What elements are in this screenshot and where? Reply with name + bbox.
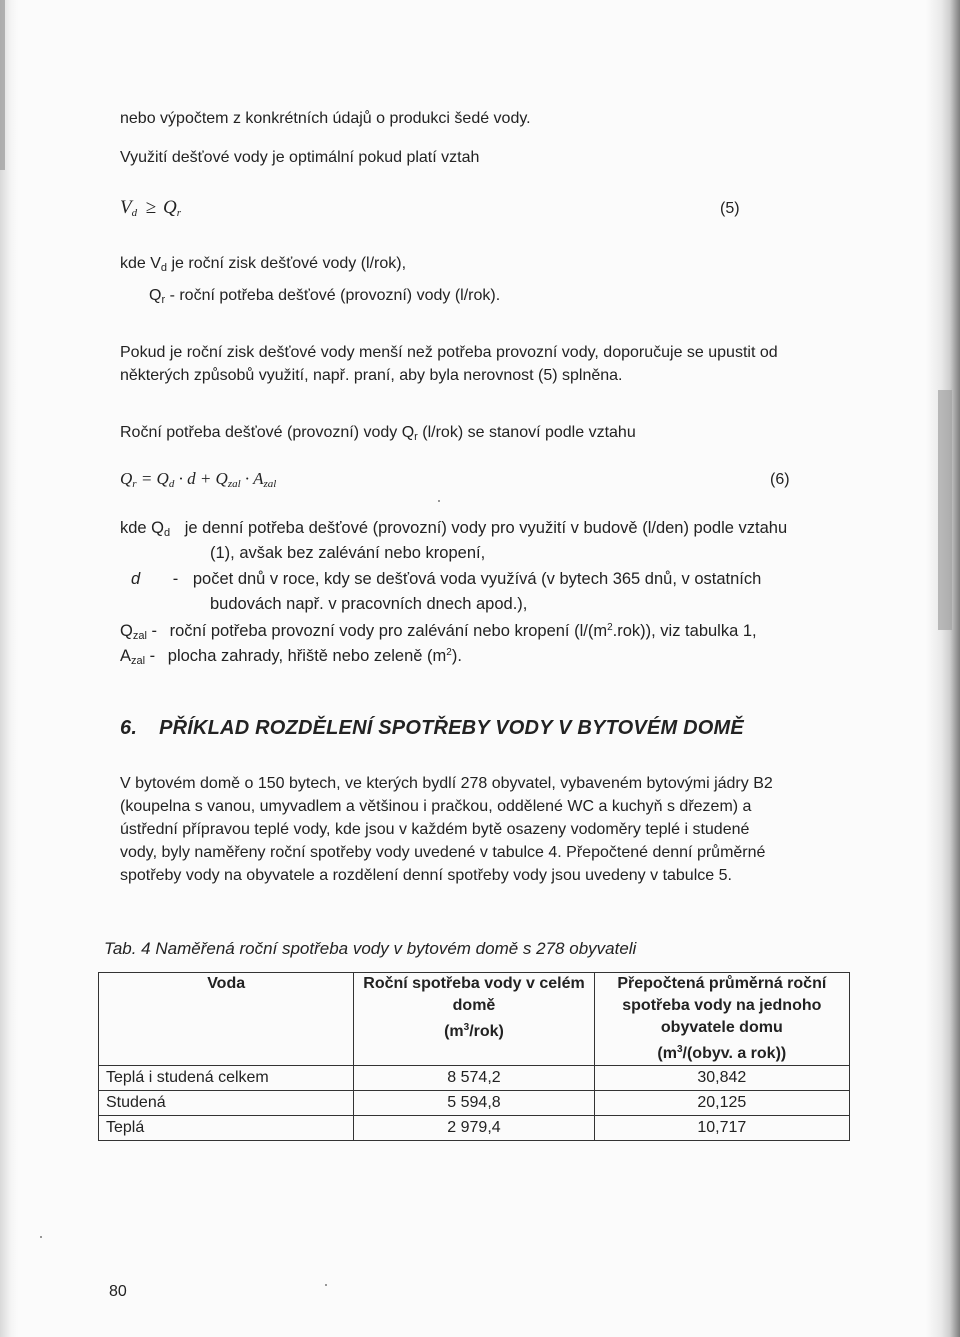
row-per-value: 30,842 bbox=[594, 1066, 849, 1091]
water-consumption-table bbox=[98, 972, 850, 1141]
scan-right-edge bbox=[926, 0, 960, 1337]
paragraph-1-line-2: některých způsobů využití, např. praní, aby byla nerovnost (5) splněna. bbox=[120, 367, 623, 384]
table-row bbox=[99, 1116, 850, 1141]
qr-definition-line: Qr - roční potřeba dešťové (provozní) vody (l/rok). bbox=[149, 287, 501, 306]
section-paragraph bbox=[120, 772, 840, 887]
header-yearly-consumption: Roční spotřeba vody v celém domě $(m^3/rok)$ bbox=[354, 973, 594, 1066]
text-line-1: nebo výpočtem z konkrétních údajů o produkci šedé vody. bbox=[120, 110, 531, 127]
section-title: PŘÍKLAD ROZDĚLENÍ SPOTŘEBY VODY V BYTOVÉM DOMĚ bbox=[159, 717, 744, 739]
row-per-value: 20,125 bbox=[594, 1091, 849, 1116]
equation-number-6: (6) bbox=[770, 471, 790, 488]
table-row bbox=[99, 1091, 850, 1116]
formula-6: Qr = Qd · d + Qzal · Azal bbox=[120, 469, 277, 490]
section-number: 6. bbox=[120, 717, 138, 739]
formula-5: Vd ≥ Qr bbox=[120, 197, 182, 219]
row-year-value: 5 594,8 bbox=[354, 1091, 594, 1116]
header-per-resident: Přepočtená průměrná roční spotřeba vody na jednoho obyvatele domu ($m^3/(obyv$. a rok)) bbox=[594, 973, 849, 1066]
paragraph-2-line: Roční potřeba dešťové (provozní) vody Qr (l/rok) se stanoví podle vztahu bbox=[120, 424, 636, 443]
section-paragraph-line-3: ústřední přípravou teplé vody, kde jsou v každém bytě osazeny vodoměry teplé i studené bbox=[120, 821, 750, 838]
scan-dot bbox=[438, 500, 440, 502]
header-voda: Voda bbox=[99, 973, 354, 1066]
row-name: Teplá bbox=[99, 1116, 354, 1141]
kde-vd-line: kde Vd je roční zisk dešťové vody (l/rok), bbox=[120, 255, 407, 274]
table-row bbox=[99, 1066, 850, 1091]
text-line-2: Využití dešťové vody je optimální pokud platí vztah bbox=[120, 149, 480, 166]
definition-azal: Azal - plocha zahrady, hřiště nebo zeleně $(m^2)$. bbox=[120, 647, 462, 667]
scan-left-edge bbox=[0, 0, 18, 1337]
definition-qd-continuation: (1), avšak bez zalévání nebo kropení, bbox=[210, 544, 486, 562]
row-name: Studená bbox=[99, 1091, 354, 1116]
row-year-value: 8 574,2 bbox=[354, 1066, 594, 1091]
definition-qzal: Qzal - roční potřeba provozní vody pro zalévání nebo kropení $(l/(m^2.rok))$, viz tabulka 1, bbox=[120, 622, 757, 642]
scan-dot bbox=[325, 1284, 327, 1286]
section-paragraph-line-1: V bytovém domě o 150 bytech, ve kterých bydlí 278 obyvatel, vybaveném bytovými jádry B2 bbox=[120, 775, 773, 792]
row-year-value: 2 979,4 bbox=[354, 1116, 594, 1141]
section-heading bbox=[120, 717, 744, 740]
equation-number-5: (5) bbox=[720, 200, 740, 217]
section-paragraph-line-4: vody, byly naměřeny roční spotřeby vody uvedené v tabulce 4. Přepočtené denní průměrné bbox=[120, 844, 766, 861]
row-name: Teplá i studená celkem bbox=[99, 1066, 354, 1091]
scan-dot bbox=[40, 1236, 42, 1238]
row-per-value: 10,717 bbox=[594, 1116, 849, 1141]
table-caption: Tab. 4 Naměřená roční spotřeba vody v bytovém domě s 278 obyvateli bbox=[104, 939, 637, 958]
paragraph-1-line-1: Pokud je roční zisk dešťové vody menší než potřeba provozní vody, doporučuje se upustit od bbox=[120, 344, 778, 361]
definition-d-continuation: budovách např. v pracovních dnech apod.), bbox=[210, 595, 528, 613]
page-number: 80 bbox=[109, 1283, 127, 1300]
section-paragraph-line-2: (koupelna s vanou, umyvadlem a většinou i pračkou, oddělené WC a kuchyň s dřezem) a bbox=[120, 798, 752, 815]
section-paragraph-line-5: spotřeby vody na obyvatele a rozdělení denní spotřeby vody jsou uvedeny v tabulce 5. bbox=[120, 867, 732, 884]
definition-d: d - počet dnů v roce, kdy se dešťová voda využívá (v bytech 365 dnů, v ostatních bbox=[131, 570, 762, 588]
definition-qd: kde Qd je denní potřeba dešťové (provozní) vody pro využití v budově (l/den) podle vztahu bbox=[120, 519, 788, 539]
